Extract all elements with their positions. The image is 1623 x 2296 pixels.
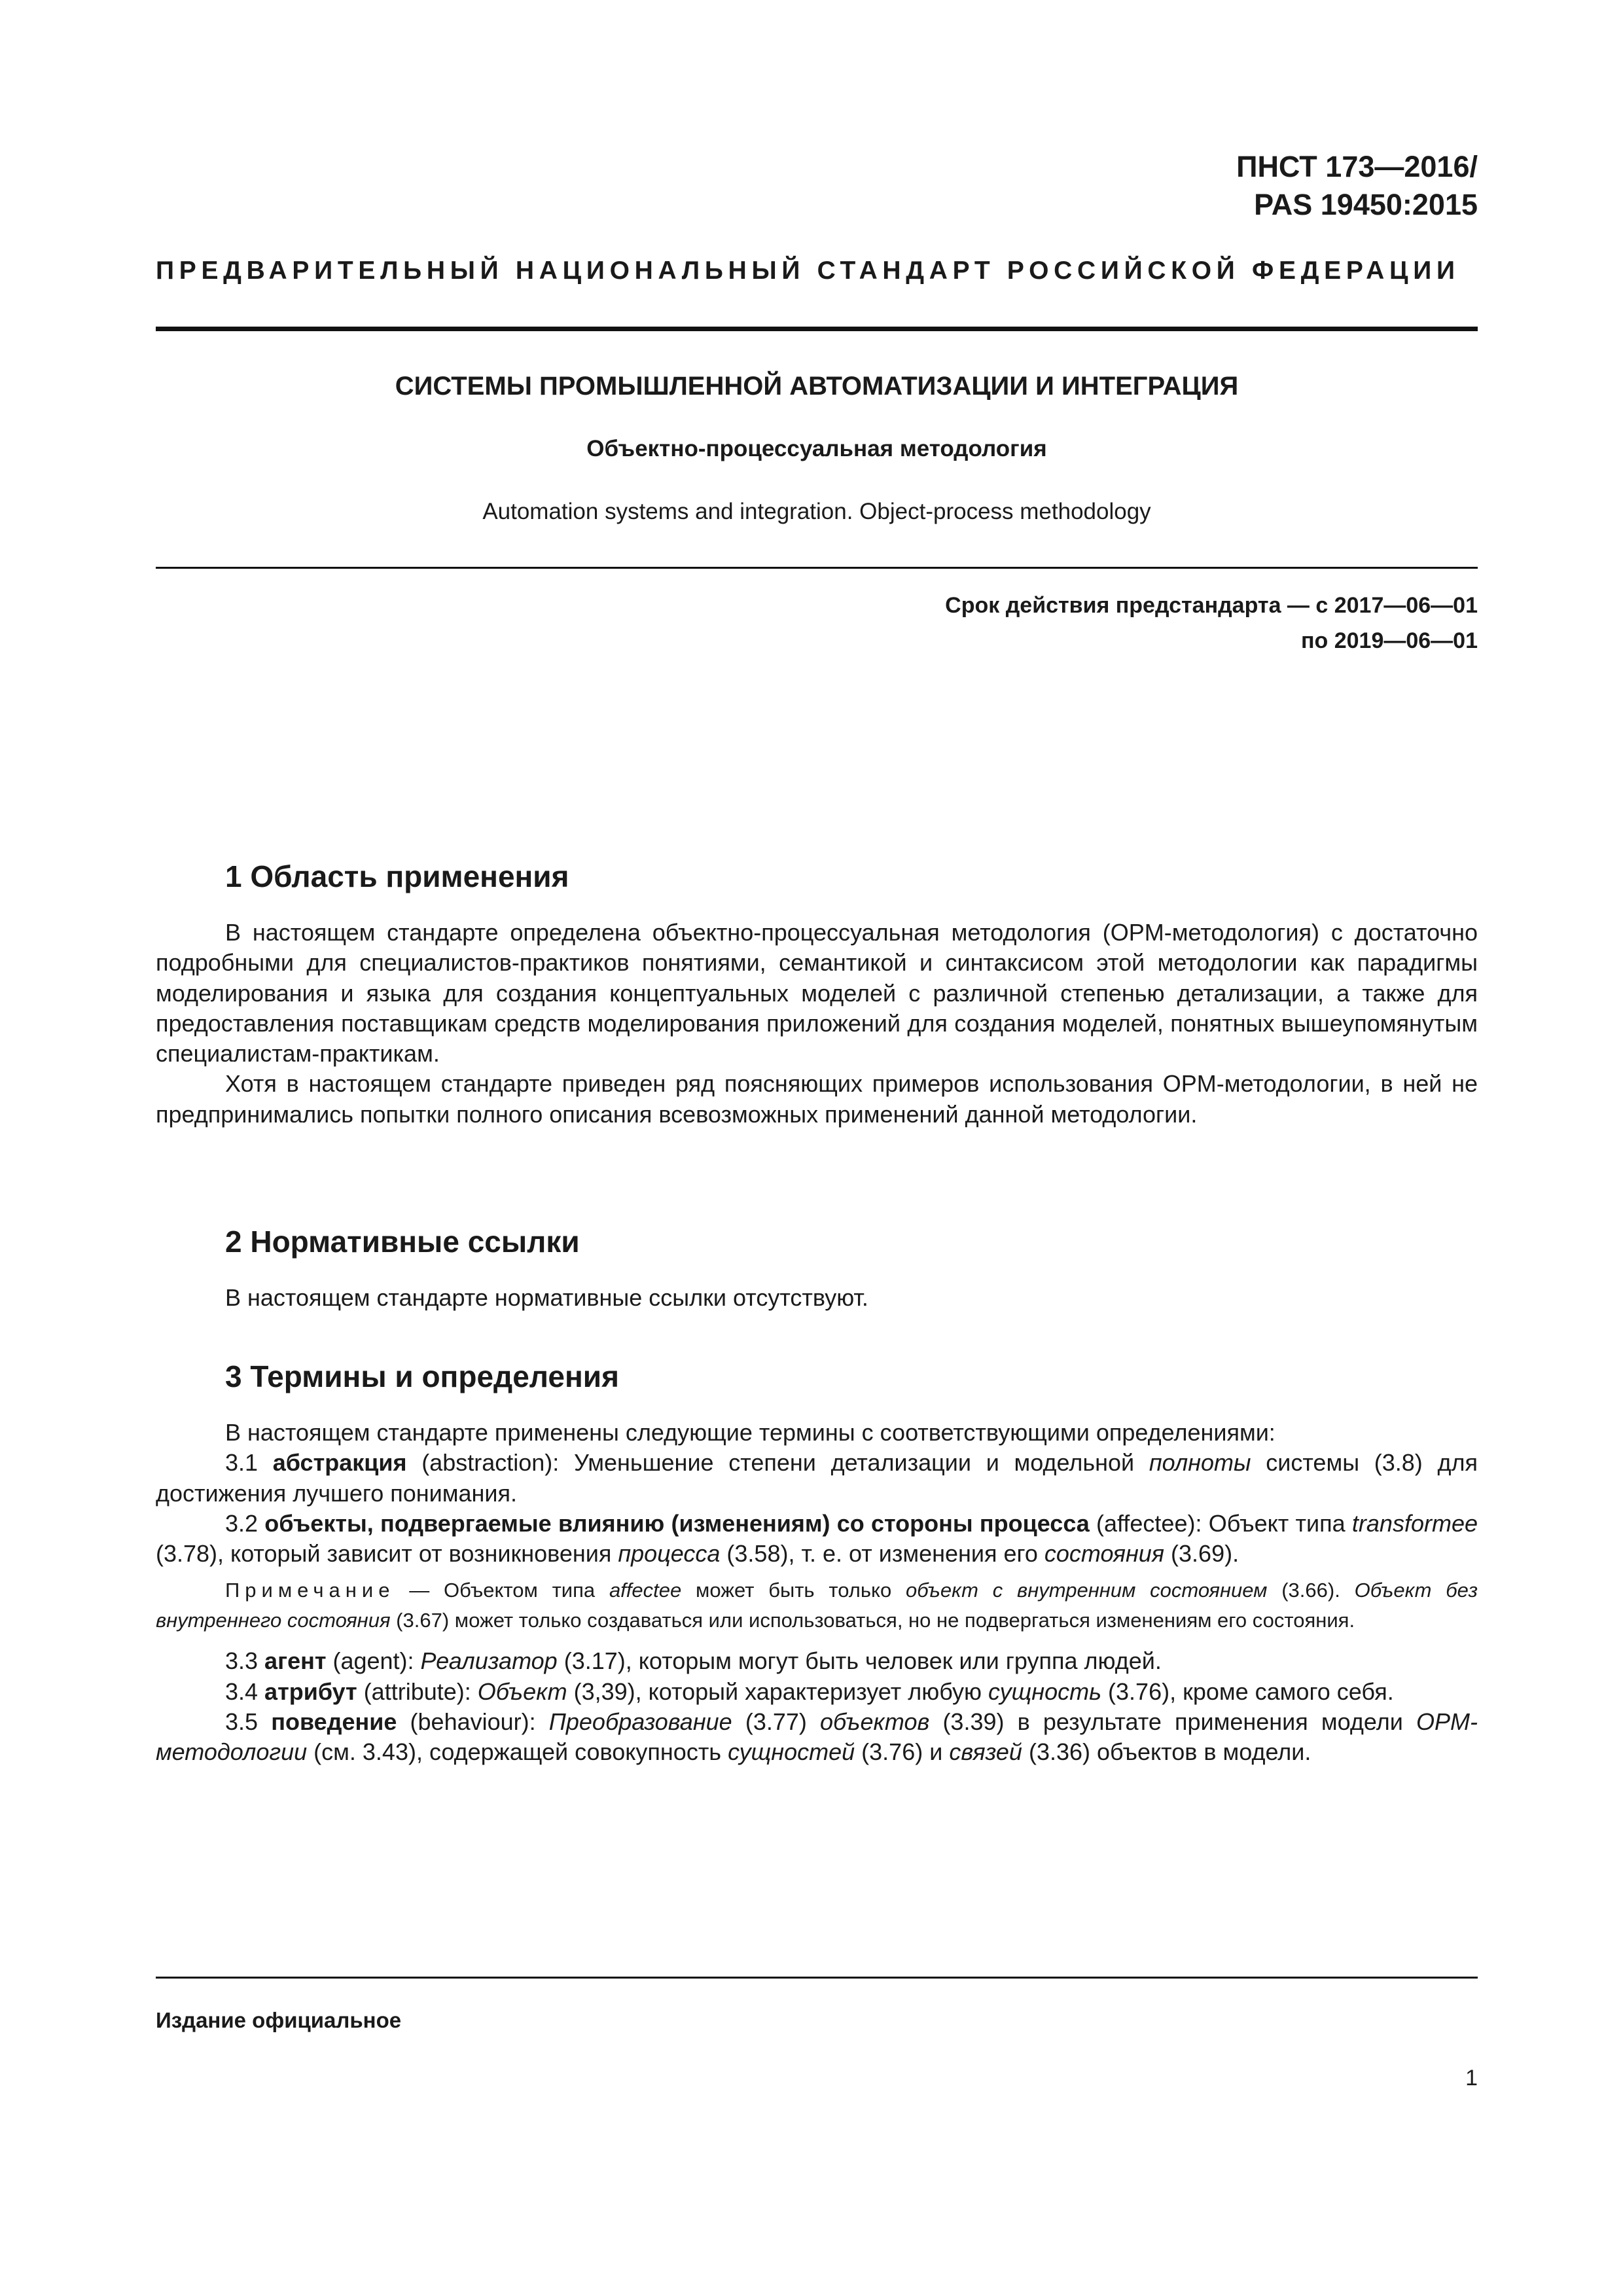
term-definition-rest: (3.76), кроме самого себя. [1101, 1677, 1394, 1705]
validity-period [945, 588, 1478, 658]
section-3-heading: 3 Термины и определения [225, 1359, 619, 1393]
term-number: 3.3 [225, 1647, 265, 1675]
page-number: 1 [1465, 2066, 1478, 2090]
standard-banner: ПРЕДВАРИТЕЛЬНЫЙ НАЦИОНАЛЬНЫЙ СТАНДАРТ РОССИЙСКОЙ ФЕДЕРАЦИИ [156, 257, 1460, 285]
english-title: Automation systems and integration. Object-process methodology [482, 499, 1151, 524]
section-3-intro: В настоящем стандарте применены следующие термины с соответствующими определениями: [225, 1419, 1275, 1446]
section-3-body [156, 1418, 1478, 1768]
term-definition-rest: (3.36) объектов в модели. [1022, 1738, 1311, 1766]
term-3-5 [156, 1707, 1478, 1768]
term-name: атрибут [264, 1677, 357, 1705]
document-title: СИСТЕМЫ ПРОМЫШЛЕННОЙ АВТОМАТИЗАЦИИ И ИНТЕГРАЦИЯ [395, 372, 1239, 401]
note-text: (3.66). [1267, 1579, 1355, 1602]
section-2-paragraph-1: В настоящем стандарте нормативные ссылки отсутствуют. [225, 1284, 868, 1311]
header-rule [156, 327, 1478, 331]
term-3-3 [156, 1646, 1478, 1676]
term-reference: объектов [820, 1708, 930, 1736]
term-reference: Реализатор [420, 1647, 558, 1675]
term-3-4 [156, 1677, 1478, 1707]
note-reference: Объект без внутреннего состояния [156, 1579, 1478, 1632]
term-definition-rest: системы (3.8) для достижения лучшего понимания. [156, 1449, 1478, 1507]
term-definition-part: (3.39) в результате применения модели [929, 1708, 1417, 1736]
term-definition-part: (3.77) [732, 1708, 821, 1736]
term-name: объекты, подвергаемые влиянию (изменениям) со стороны процесса [264, 1509, 1090, 1537]
term-reference: связей [949, 1738, 1022, 1766]
term-3-2 [156, 1509, 1478, 1570]
term-number: 3.5 [225, 1708, 272, 1736]
section-1-paragraph-2: Хотя в настоящем стандарте приведен ряд поясняющих примеров использования OPM-методологии, в ней не предпринимались попытки полного описания всевозможных применений данной методологии. [156, 1070, 1478, 1128]
term-name: абстракция [272, 1449, 407, 1477]
term-definition: (agent): [326, 1647, 421, 1675]
footer-rule [156, 1977, 1478, 1979]
term-definition-part: (3,39), который характеризует любую [567, 1677, 989, 1705]
note-text: может быть только [681, 1579, 906, 1602]
term-definition: (abstraction): Уменьшение степени детализации и модельной [406, 1449, 1149, 1477]
term-definition-part: (3.76) и [855, 1738, 950, 1766]
term-definition: (attribute): [357, 1677, 478, 1705]
term-3-2-note [156, 1575, 1478, 1636]
term-definition: (affectee): Объект типа [1089, 1509, 1352, 1537]
term-reference: сущностей [728, 1738, 855, 1766]
validity-line2: по 2019—06—01 [1300, 628, 1478, 653]
title-rule [156, 567, 1478, 569]
document-subtitle: Объектно-процессуальная методология [586, 436, 1047, 461]
note-reference: affectee [609, 1579, 682, 1602]
term-definition-part: (3.58), т. е. от изменения его [720, 1540, 1044, 1568]
term-name: агент [264, 1647, 327, 1675]
section-1-body [156, 918, 1478, 1130]
term-reference: процесса [618, 1540, 721, 1568]
validity-line1: Срок действия предстандарта — с 2017—06—01 [945, 593, 1478, 618]
term-name: поведение [271, 1708, 397, 1736]
term-number: 3.2 [225, 1509, 265, 1537]
note-text: (3.67) может только создаваться или использоваться, но не подвергаться изменениям его состояния. [390, 1609, 1355, 1632]
term-definition: (behaviour): [397, 1708, 549, 1736]
term-3-1 [156, 1448, 1478, 1509]
edition-label: Издание официальное [156, 2008, 402, 2032]
term-reference: сущность [988, 1677, 1102, 1705]
term-number: 3.1 [225, 1449, 273, 1477]
term-reference: полноты [1149, 1449, 1251, 1477]
section-2-body [156, 1283, 1478, 1313]
document-code-line2: PAS 19450:2015 [1254, 188, 1478, 221]
term-number: 3.4 [225, 1677, 265, 1705]
term-reference: transformee [1351, 1509, 1478, 1537]
document-code-line1: ПНСТ 173—2016/ [1236, 150, 1478, 183]
term-definition-rest: (3.17), которым могут быть человек или группа людей. [557, 1647, 1162, 1675]
note-text: — Объектом типа [395, 1579, 609, 1602]
term-definition-rest: (3.69). [1164, 1540, 1240, 1568]
term-reference: Преобразование [548, 1708, 732, 1736]
note-reference: объект с внутренним состоянием [905, 1579, 1268, 1602]
term-definition-part: (см. 3.43), содержащей совокупность [307, 1738, 728, 1766]
term-reference: OPM-методологии [156, 1708, 1478, 1766]
term-reference: состояния [1044, 1540, 1165, 1568]
term-reference: Объект [477, 1677, 567, 1705]
note-label: Примечание [225, 1579, 395, 1602]
section-1-heading: 1 Область применения [225, 859, 569, 893]
section-2-heading: 2 Нормативные ссылки [225, 1225, 580, 1259]
section-1-paragraph-1: В настоящем стандарте определена объектно-процессуальная методология (OPM-методология) с достаточно подробными для специалистов-практиков понятиями, семантикой и синтаксисом этой методологии как парадигмы моделирования и языка для создания концептуальных моделей с различной степенью детализации, а также для предоставления поставщикам средств моделирования приложений для создания моделей, понятных вышеупомянутым специалистам-практикам. [156, 919, 1478, 1067]
term-definition-part: (3.78), который зависит от возникновения [156, 1540, 618, 1568]
